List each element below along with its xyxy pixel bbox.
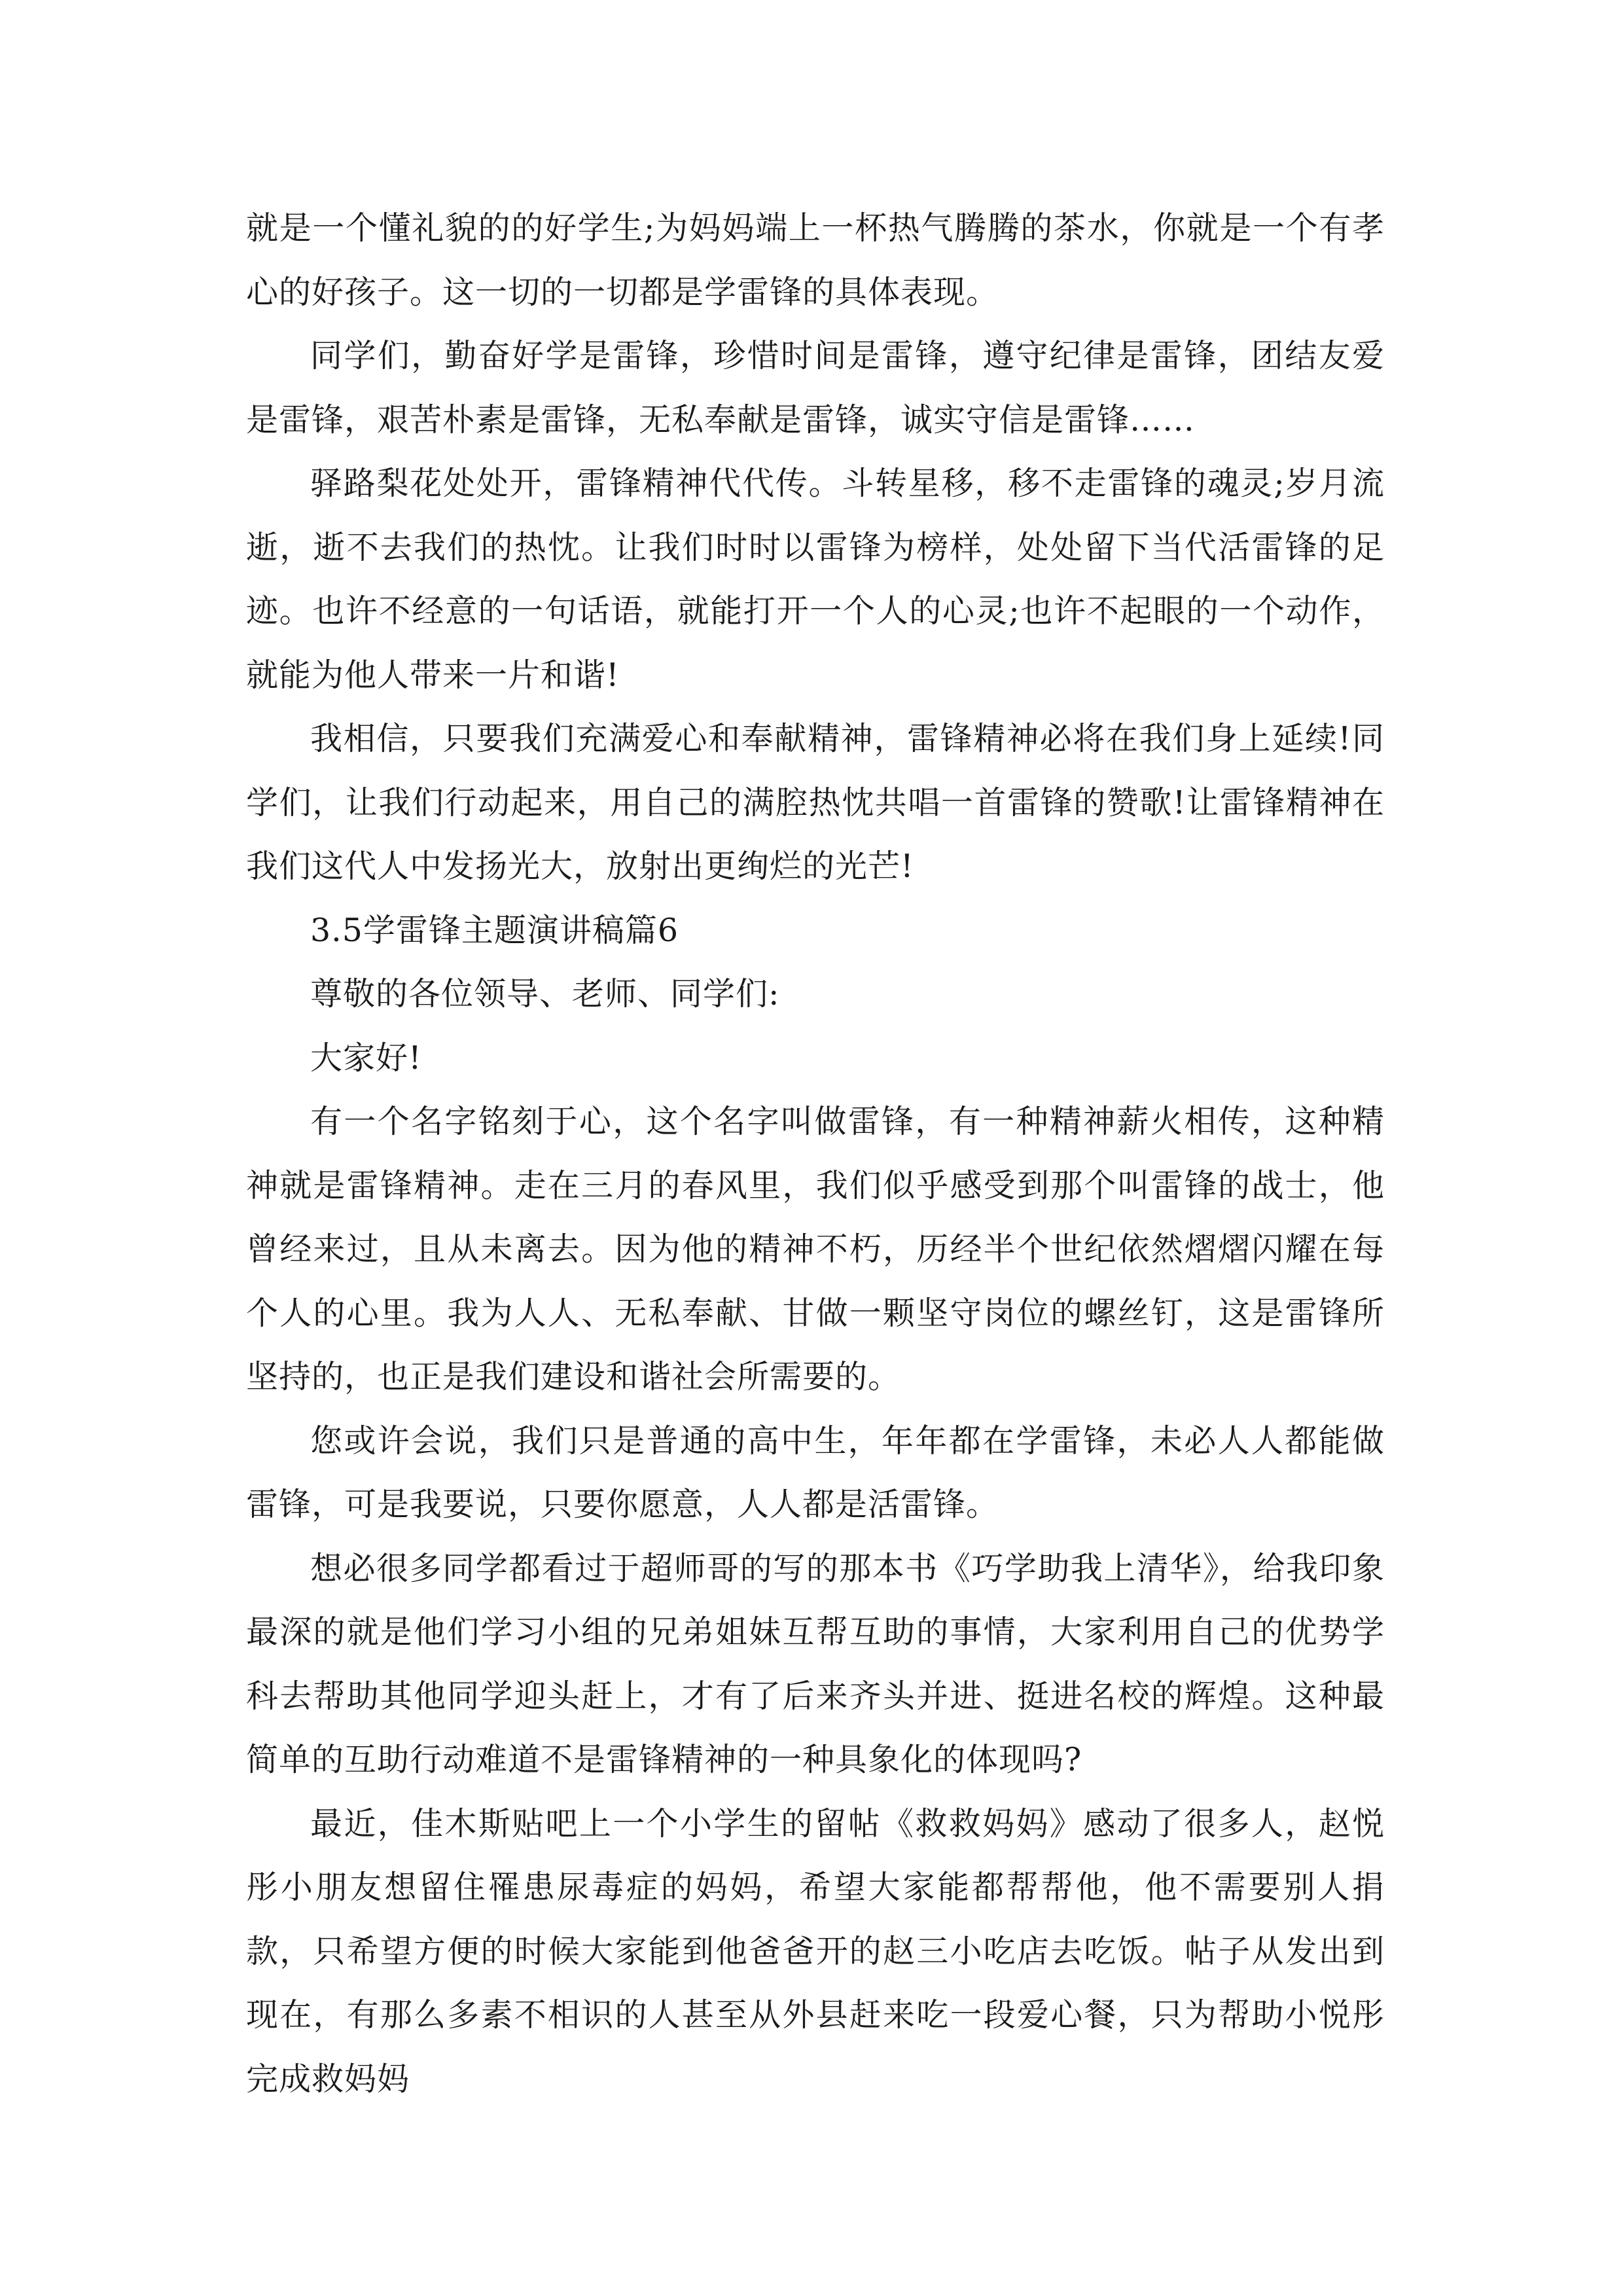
paragraph-continuation: 就是一个懂礼貌的的好学生;为妈妈端上一杯热气腾腾的茶水，你就是一个有孝心的好孩子。这一切的一切都是学雷锋的具体表现。 <box>246 209 1385 311</box>
greeting: 大家好! <box>310 1039 422 1077</box>
paragraph: 最近，佳木斯贴吧上一个小学生的留帖《救救妈妈》感动了很多人，赵悦彤小朋友想留住罹患尿毒症的妈妈，希望大家能都帮帮他，他不需要别人捐款，只希望方便的时候大家能到他爸爸开的赵三小吃店去吃饭。帖子从发出到现在，有那么多素不相识的人甚至从外县赶来吃一段爱心餐，只为帮助小悦彤完成救妈妈 <box>246 1804 1385 2098</box>
salutation: 尊敬的各位领导、老师、同学们: <box>310 975 780 1013</box>
paragraph: 您或许会说，我们只是普通的高中生，年年都在学雷锋，未必人人都能做雷锋，可是我要说，只要你愿意，人人都是活雷锋。 <box>246 1422 1385 1523</box>
paragraph: 驿路梨花处处开，雷锋精神代代传。斗转星移，移不走雷锋的魂灵;岁月流逝，逝不去我们的热忱。让我们时时以雷锋为榜样，处处留下当代活雷锋的足迹。也许不经意的一句话语，就能打开一个人的心灵;也许不起眼的一个动作，就能为他人带来一片和谐! <box>246 465 1385 694</box>
section-heading: 3.5学雷锋主题演讲稿篇6 <box>310 911 679 949</box>
paragraph: 想必很多同学都看过于超师哥的写的那本书《巧学助我上清华》，给我印象最深的就是他们学习小组的兄弟姐妹互帮互助的事情，大家利用自己的优势学科去帮助其他同学迎头赶上，才有了后来齐头并进、挺进名校的辉煌。这种最简单的互助行动难道不是雷锋精神的一种具象化的体现吗? <box>246 1549 1385 1778</box>
paragraph: 同学们，勤奋好学是雷锋，珍惜时间是雷锋，遵守纪律是雷锋，团结友爱是雷锋，艰苦朴素是雷锋，无私奉献是雷锋，诚实守信是雷锋…… <box>246 337 1385 439</box>
document-page <box>246 196 1385 2111</box>
paragraph: 我相信，只要我们充满爱心和奉献精神，雷锋精神必将在我们身上延续!同学们，让我们行动起来，用自己的满腔热忱共唱一首雷锋的赞歌!让雷锋精神在我们这代人中发扬光大，放射出更绚烂的光芒! <box>246 720 1385 885</box>
paragraph: 有一个名字铭刻于心，这个名字叫做雷锋，有一种精神薪火相传，这种精神就是雷锋精神。走在三月的春风里，我们似乎感受到那个叫雷锋的战士，他曾经来过，且从未离去。因为他的精神不朽，历经半个世纪依然熠熠闪耀在每个人的心里。我为人人、无私奉献、甘做一颗坚守岗位的螺丝钉，这是雷锋所坚持的，也正是我们建设和谐社会所需要的。 <box>246 1103 1385 1395</box>
